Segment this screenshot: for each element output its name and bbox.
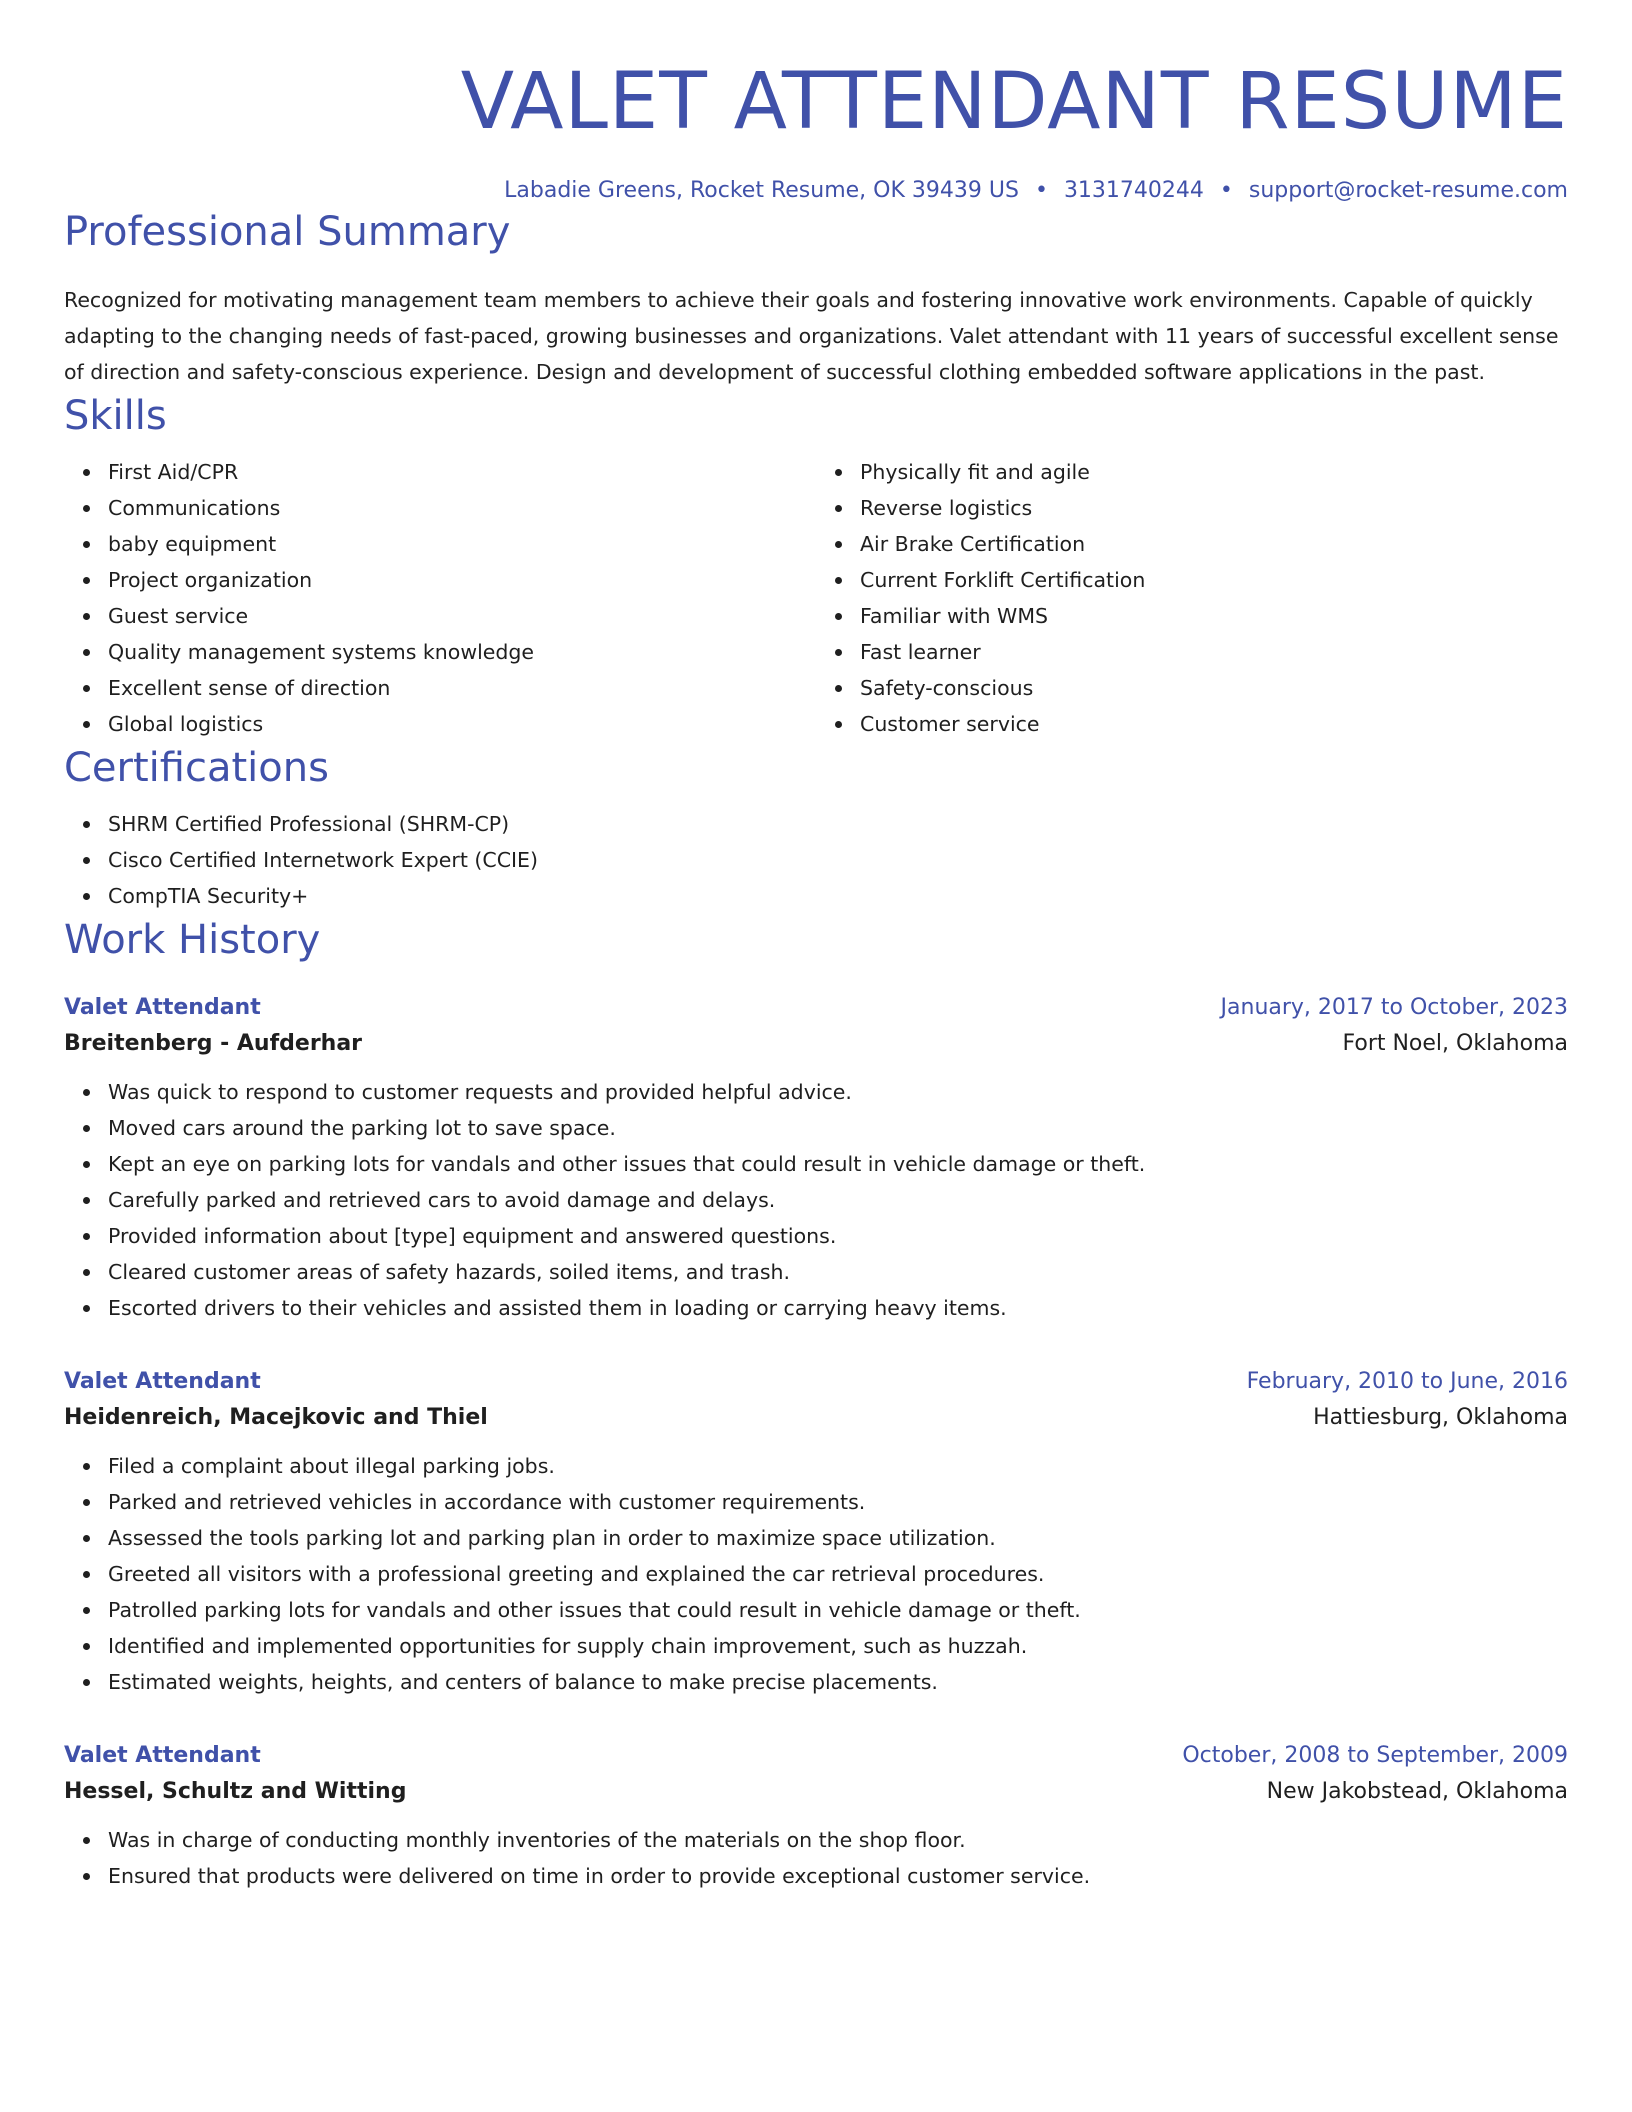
job-dates: February, 2010 to June, 2016 bbox=[1246, 1369, 1568, 1394]
job-company: Heidenreich, Macejkovic and Thiel bbox=[64, 1405, 488, 1430]
skill-item: Quality management systems knowledge bbox=[108, 634, 816, 670]
certification-item: CompTIA Security+ bbox=[108, 878, 1568, 914]
job-bullet: Estimated weights, heights, and centers of balance to make precise placements. bbox=[108, 1664, 1568, 1700]
skills-columns bbox=[64, 454, 1568, 742]
certifications-heading: Certifications bbox=[64, 745, 329, 791]
skill-item: Global logistics bbox=[108, 706, 816, 742]
job-bullet: Was quick to respond to customer requests and provided helpful advice. bbox=[108, 1074, 1568, 1110]
job-title: Valet Attendant bbox=[64, 995, 261, 1020]
job-location: New Jakobstead, Oklahoma bbox=[1266, 1779, 1568, 1804]
skill-item: baby equipment bbox=[108, 526, 816, 562]
skill-item: Reverse logistics bbox=[860, 490, 1568, 526]
resume-title: VALET ATTENDANT RESUME bbox=[460, 57, 1568, 147]
contact-line bbox=[64, 176, 1568, 206]
skill-item: Fast learner bbox=[860, 634, 1568, 670]
job-bullet: Escorted drivers to their vehicles and assisted them in loading or carrying heavy items. bbox=[108, 1290, 1568, 1326]
skill-item: Current Forklift Certification bbox=[860, 562, 1568, 598]
job-title: Valet Attendant bbox=[64, 1369, 261, 1394]
job-bullet: Was in charge of conducting monthly inventories of the materials on the shop floor. bbox=[108, 1822, 1568, 1858]
skill-item: Communications bbox=[108, 490, 816, 526]
job-entry bbox=[64, 992, 1568, 1326]
contact-separator: • bbox=[1034, 178, 1048, 203]
job-location: Hattiesburg, Oklahoma bbox=[1313, 1405, 1568, 1430]
skill-item: Project organization bbox=[108, 562, 816, 598]
work-history-heading: Work History bbox=[64, 917, 321, 963]
job-entry bbox=[64, 1366, 1568, 1700]
job-company: Hessel, Schultz and Witting bbox=[64, 1779, 407, 1804]
job-bullet: Patrolled parking lots for vandals and other issues that could result in vehicle damage or theft. bbox=[108, 1592, 1568, 1628]
job-bullet: Identified and implemented opportunities for supply chain improvement, such as huzzah. bbox=[108, 1628, 1568, 1664]
certifications-list bbox=[64, 806, 1568, 914]
job-company: Breitenberg - Aufderhar bbox=[64, 1031, 363, 1056]
job-bullet: Assessed the tools parking lot and parking plan in order to maximize space utilization. bbox=[108, 1520, 1568, 1556]
job-dates: January, 2017 to October, 2023 bbox=[1220, 995, 1568, 1020]
summary-text: Recognized for motivating management team members to achieve their goals and fostering innovative work environments. Capable of quickly adapting to the changing needs of fast-paced, growing businesses and organizations. Valet attendant with 11 years of successful excellent sense of direction and safety-conscious experience. Design and development of successful clothing embedded software applications in the past. bbox=[64, 288, 1559, 384]
skills-list-right bbox=[816, 454, 1568, 742]
job-bullet: Provided information about [type] equipment and answered questions. bbox=[108, 1218, 1568, 1254]
job-bullet: Ensured that products were delivered on time in order to provide exceptional customer service. bbox=[108, 1858, 1568, 1894]
job-bullets bbox=[64, 1822, 1568, 1894]
job-entry bbox=[64, 1740, 1568, 1894]
contact-address: Labadie Greens, Rocket Resume, OK 39439 US bbox=[504, 178, 1019, 203]
contact-phone: 3131740244 bbox=[1063, 178, 1204, 203]
skill-item: Familiar with WMS bbox=[860, 598, 1568, 634]
job-bullet: Cleared customer areas of safety hazards, soiled items, and trash. bbox=[108, 1254, 1568, 1290]
summary-heading: Professional Summary bbox=[64, 209, 511, 255]
contact-separator: • bbox=[1219, 178, 1233, 203]
job-bullet: Greeted all visitors with a professional greeting and explained the car retrieval procedures. bbox=[108, 1556, 1568, 1592]
job-bullet: Moved cars around the parking lot to save space. bbox=[108, 1110, 1568, 1146]
skill-item: Customer service bbox=[860, 706, 1568, 742]
certification-item: SHRM Certified Professional (SHRM-CP) bbox=[108, 806, 1568, 842]
job-bullet: Carefully parked and retrieved cars to avoid damage and delays. bbox=[108, 1182, 1568, 1218]
job-dates: October, 2008 to September, 2009 bbox=[1182, 1743, 1568, 1768]
job-title: Valet Attendant bbox=[64, 1743, 261, 1768]
job-bullets bbox=[64, 1074, 1568, 1326]
skill-item: First Aid/CPR bbox=[108, 454, 816, 490]
skill-item: Physically fit and agile bbox=[860, 454, 1568, 490]
skill-item: Guest service bbox=[108, 598, 816, 634]
contact-email[interactable]: support@rocket-resume.com bbox=[1248, 178, 1568, 203]
skills-list-left bbox=[64, 454, 816, 742]
job-bullet: Parked and retrieved vehicles in accordance with customer requirements. bbox=[108, 1484, 1568, 1520]
skill-item: Safety-conscious bbox=[860, 670, 1568, 706]
certification-item: Cisco Certified Internetwork Expert (CCIE) bbox=[108, 842, 1568, 878]
skill-item: Air Brake Certification bbox=[860, 526, 1568, 562]
job-bullets bbox=[64, 1448, 1568, 1700]
job-bullet: Filed a complaint about illegal parking jobs. bbox=[108, 1448, 1568, 1484]
skills-heading: Skills bbox=[64, 393, 167, 439]
skill-item: Excellent sense of direction bbox=[108, 670, 816, 706]
job-location: Fort Noel, Oklahoma bbox=[1342, 1031, 1568, 1056]
job-bullet: Kept an eye on parking lots for vandals and other issues that could result in vehicle damage or theft. bbox=[108, 1146, 1568, 1182]
